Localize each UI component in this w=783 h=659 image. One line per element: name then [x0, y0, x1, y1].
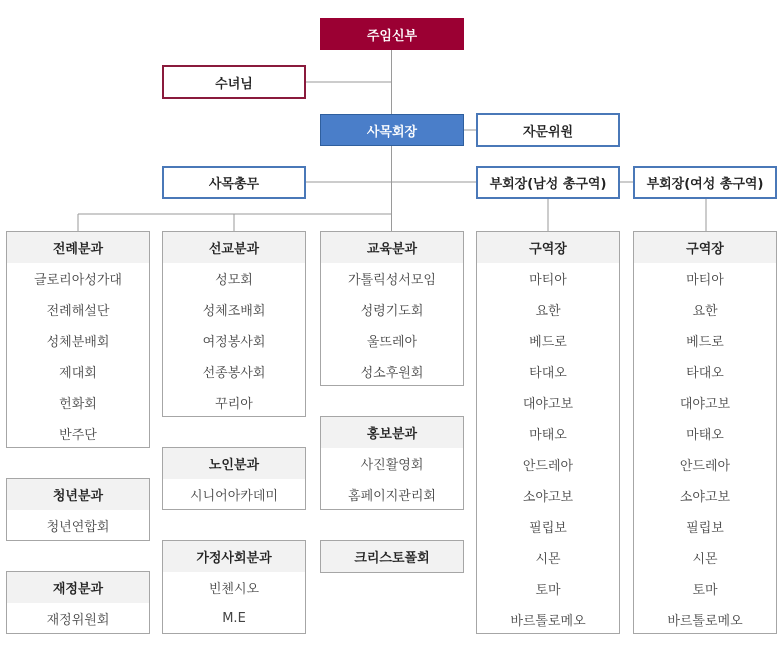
liturgy-group	[6, 231, 150, 448]
group-title: 구역장	[634, 232, 776, 263]
group-item: 선종봉사회	[202, 366, 266, 381]
group-item: 전례해설단	[46, 304, 110, 319]
mission-group	[162, 231, 306, 417]
elderly-group	[162, 447, 306, 510]
advisor-box	[476, 113, 620, 147]
youth-group	[6, 478, 150, 541]
group-item: 성령기도회	[360, 304, 424, 319]
group-item: 마티아	[686, 273, 724, 288]
general-secretary-label: 사목총무	[208, 177, 260, 192]
group-title: 재정분과	[7, 572, 149, 603]
group-item: 빈첸시오	[208, 582, 260, 597]
group-item: 꾸리아	[215, 397, 253, 412]
group-title: 청년분과	[7, 479, 149, 510]
group-item: 타대오	[529, 366, 567, 381]
group-item: 토마	[692, 583, 718, 598]
group-item: 청년연합회	[46, 520, 110, 535]
council-president-label: 사목회장	[366, 124, 418, 140]
group-item: 안드레아	[679, 459, 731, 474]
group-item: 바르톨로메오	[510, 614, 586, 629]
group-item: 시몬	[692, 552, 718, 567]
district-leaders-female-group	[633, 231, 777, 634]
group-item: 시니어아카데미	[190, 489, 278, 504]
group-item: 베드로	[529, 335, 567, 350]
group-item: 제대회	[59, 366, 97, 381]
finance-group	[6, 571, 150, 634]
group-item: 요한	[535, 304, 561, 319]
group-title: 가정사회분과	[163, 541, 305, 572]
nun-label: 수녀님	[215, 76, 253, 92]
district-leaders-male-group	[476, 231, 620, 634]
general-secretary-box	[162, 166, 306, 199]
family-society-group	[162, 540, 306, 634]
group-item: 성모회	[215, 273, 253, 288]
group-title: 구역장	[477, 232, 619, 263]
group-item: 가톨릭성서모임	[348, 273, 436, 288]
group-item: 토마	[535, 583, 561, 598]
group-item: 바르톨로메오	[667, 614, 743, 629]
head-priest-label: 주임신부	[366, 28, 418, 44]
group-item: 소야고보	[679, 490, 731, 505]
group-item: 반주단	[59, 428, 97, 443]
group-item: 헌화회	[59, 397, 97, 412]
group-item: 필립보	[529, 521, 567, 536]
group-item: 재정위원회	[46, 613, 110, 628]
group-item: 타대오	[686, 366, 724, 381]
head-priest-box	[320, 18, 464, 50]
group-item: 홈페이지관리회	[348, 489, 436, 504]
group-item: 울뜨레아	[366, 335, 418, 350]
vice-president-male-box	[476, 166, 620, 199]
group-item: 성소후원회	[360, 366, 424, 381]
group-item: 성체조배회	[202, 304, 266, 319]
group-item: 대야고보	[522, 397, 574, 412]
group-title: 선교분과	[163, 232, 305, 263]
group-item: 여정봉사회	[202, 335, 266, 350]
group-title: 전례분과	[7, 232, 149, 263]
vice-president-female-box	[633, 166, 777, 199]
group-item: 대야고보	[679, 397, 731, 412]
education-group	[320, 231, 464, 386]
vice-president-male-label: 부회장(남성 총구역)	[489, 177, 607, 192]
christopher-group	[320, 540, 464, 573]
advisor-label: 자문위원	[522, 124, 574, 140]
group-title: 크리스토폴회	[321, 541, 463, 572]
group-title: 노인분과	[163, 448, 305, 479]
group-item: 사진활영회	[360, 458, 424, 473]
group-item: 글로리아성가대	[34, 273, 122, 288]
group-title: 홍보분과	[321, 417, 463, 448]
group-item: 안드레아	[522, 459, 574, 474]
group-title: 교육분과	[321, 232, 463, 263]
pr-group	[320, 416, 464, 510]
council-president-box	[320, 114, 464, 146]
group-item: 베드로	[686, 335, 724, 350]
group-item: 마티아	[529, 273, 567, 288]
group-item: 성체분배회	[46, 335, 110, 350]
group-item: 시몬	[535, 552, 561, 567]
group-item: M.E	[222, 611, 246, 626]
group-item: 요한	[692, 304, 718, 319]
group-item: 소야고보	[522, 490, 574, 505]
group-item: 마태오	[686, 428, 724, 443]
vice-president-female-label: 부회장(여성 총구역)	[646, 177, 764, 192]
nun-box	[162, 65, 306, 99]
group-item: 필립보	[686, 521, 724, 536]
group-item: 마태오	[529, 428, 567, 443]
